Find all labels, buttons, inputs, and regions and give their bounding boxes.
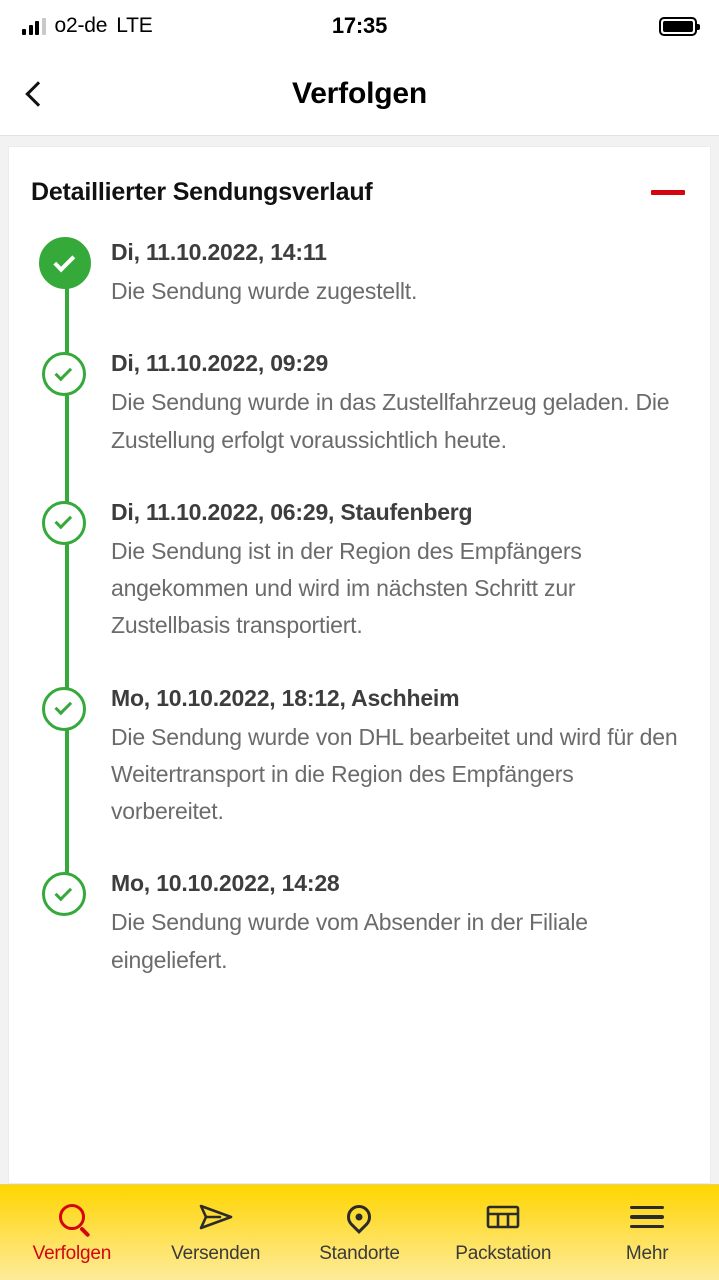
tab-mehr[interactable]: [575, 1185, 719, 1280]
timeline-event-description: Die Sendung wurde in das Zustellfahrzeug geladen. Die Zustellung erfolgt voraussichtlich heute.: [111, 389, 670, 453]
timeline-event-description: Die Sendung wurde zugestellt.: [111, 278, 418, 304]
card-title: Detaillierter Sendungsverlauf: [31, 177, 373, 206]
lockers-icon: [486, 1200, 520, 1234]
timeline-event: [111, 685, 688, 831]
check-icon: [53, 250, 75, 272]
page-title: Verfolgen: [292, 76, 427, 110]
check-icon: [54, 512, 72, 530]
timeline-event-time: Di, 11.10.2022, 06:29, Staufenberg: [111, 498, 473, 525]
tab-versenden[interactable]: [144, 1185, 288, 1280]
tab-verfolgen[interactable]: [0, 1185, 144, 1280]
network-type-label: LTE: [116, 14, 153, 37]
tab-standorte[interactable]: [288, 1185, 432, 1280]
tab-packstation[interactable]: [431, 1185, 575, 1280]
timeline-status-dot: [42, 352, 86, 396]
shipment-history-card: [8, 146, 711, 1184]
minus-icon: [651, 190, 685, 195]
timeline-event: [111, 239, 688, 310]
timeline-event-description: Die Sendung wurde vom Absender in der Filiale eingeliefert.: [111, 909, 588, 973]
timeline-event: [111, 499, 688, 645]
bottom-tab-bar: [0, 1184, 719, 1280]
status-bar: [0, 0, 719, 52]
timeline-event-time: Di, 11.10.2022, 14:11: [111, 239, 327, 265]
tab-label: Standorte: [319, 1243, 400, 1264]
timeline-event-description: Die Sendung ist in der Region des Empfängers angekommen und wird im nächsten Schritt zur Zustellbasis transportiert.: [111, 537, 582, 639]
map-pin-icon: [347, 1200, 371, 1234]
check-icon: [54, 363, 72, 381]
shipment-timeline: [31, 225, 688, 979]
tab-label: Mehr: [625, 1243, 669, 1264]
timeline-event-time: Mo, 10.10.2022, 14:28: [111, 870, 340, 897]
carrier-label: o2-de: [54, 14, 108, 37]
hamburger-icon: [630, 1200, 664, 1234]
timeline-status-dot: [42, 501, 86, 545]
tab-label: Versenden: [171, 1243, 261, 1264]
send-icon: [198, 1200, 234, 1234]
timeline-event-description: Die Sendung wurde von DHL bearbeitet und wird für den Weitertransport in die Region des Empfängers vorbereitet.: [111, 723, 678, 824]
content-area: [0, 136, 719, 1184]
timeline-status-dot: [42, 687, 86, 731]
timeline-event-time: Di, 11.10.2022, 09:29: [111, 350, 329, 377]
status-clock: 17:35: [331, 13, 388, 38]
tab-label: Packstation: [455, 1243, 552, 1264]
battery-full-icon: [659, 17, 697, 36]
card-header: [31, 147, 688, 225]
timeline-status-dot: [42, 872, 86, 916]
navigation-bar: [0, 52, 719, 136]
collapse-section-button[interactable]: [648, 177, 688, 207]
check-icon: [54, 698, 72, 716]
timeline-event-time: Mo, 10.10.2022, 18:12, Aschheim: [111, 684, 460, 711]
check-icon: [54, 883, 72, 901]
timeline-event: [111, 350, 688, 459]
search-icon: [59, 1200, 85, 1234]
status-right-group: [659, 17, 697, 36]
timeline-event: [111, 870, 688, 979]
tab-label: Verfolgen: [32, 1243, 112, 1264]
timeline-status-dot-current: [39, 237, 91, 289]
